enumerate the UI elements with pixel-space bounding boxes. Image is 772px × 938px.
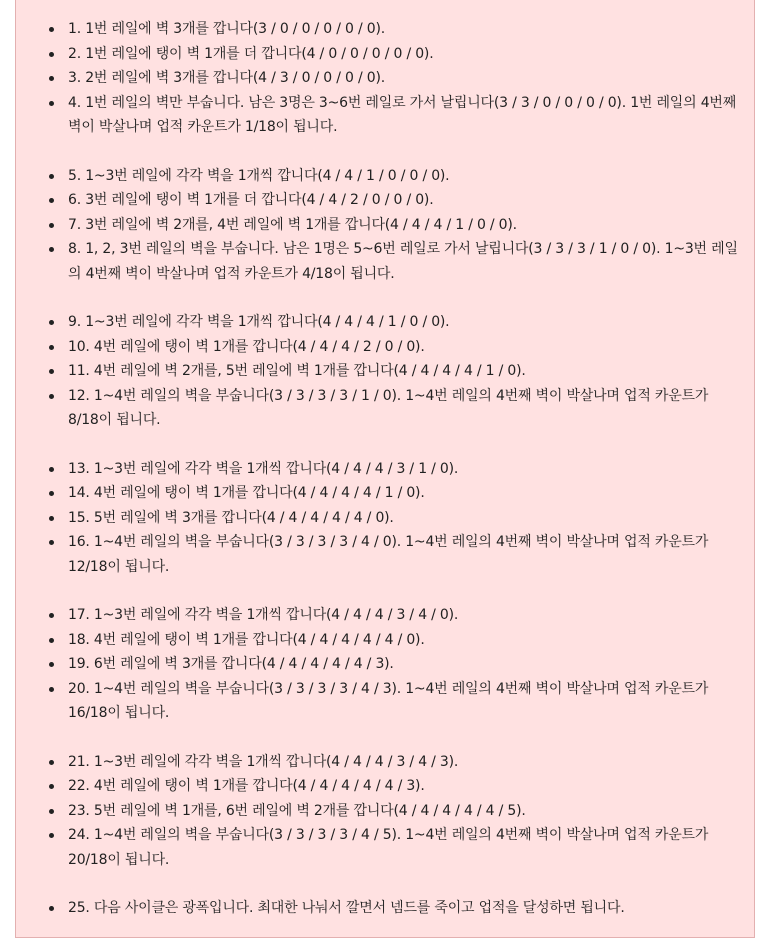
list-item: 18. 4번 레일에 탱이 벽 1개를 깝니다(4 / 4 / 4 / 4 / 4 / 0). bbox=[16, 628, 754, 653]
list-item: 19. 6번 레일에 벽 3개를 깝니다(4 / 4 / 4 / 4 / 4 / 3). bbox=[16, 652, 754, 677]
list-item: 10. 4번 레일에 탱이 벽 1개를 깝니다(4 / 4 / 4 / 2 / 0 / 0). bbox=[16, 335, 754, 360]
list-item: 13. 1~3번 레일에 각각 벽을 1개씩 깝니다(4 / 4 / 4 / 3 / 1 / 0). bbox=[16, 457, 754, 482]
step-group-3 bbox=[16, 310, 754, 433]
step-group-7 bbox=[16, 896, 754, 921]
list-item: 20. 1~4번 레일의 벽을 부숩니다(3 / 3 / 3 / 3 / 4 / 3). 1~4번 레일의 4번째 벽이 박살나며 업적 카운트가 16/18이 됩니다. bbox=[16, 677, 754, 726]
list-item: 17. 1~3번 레일에 각각 벽을 1개씩 깝니다(4 / 4 / 4 / 3 / 4 / 0). bbox=[16, 603, 754, 628]
list-item: 22. 4번 레일에 탱이 벽 1개를 깝니다(4 / 4 / 4 / 4 / 4 / 3). bbox=[16, 774, 754, 799]
list-item: 16. 1~4번 레일의 벽을 부숩니다(3 / 3 / 3 / 3 / 4 / 0). 1~4번 레일의 4번째 벽이 박살나며 업적 카운트가 12/18이 됩니다. bbox=[16, 530, 754, 579]
list-item: 2. 1번 레일에 탱이 벽 1개를 더 깝니다(4 / 0 / 0 / 0 / 0 / 0). bbox=[16, 42, 754, 67]
list-item: 7. 3번 레일에 벽 2개를, 4번 레일에 벽 1개를 깝니다(4 / 4 / 4 / 1 / 0 / 0). bbox=[16, 213, 754, 238]
step-group-5 bbox=[16, 603, 754, 726]
list-item: 23. 5번 레일에 벽 1개를, 6번 레일에 벽 2개를 깝니다(4 / 4 / 4 / 4 / 4 / 5). bbox=[16, 799, 754, 824]
list-item: 1. 1번 레일에 벽 3개를 깝니다(3 / 0 / 0 / 0 / 0 / 0). bbox=[16, 17, 754, 42]
list-item: 3. 2번 레일에 벽 3개를 깝니다(4 / 3 / 0 / 0 / 0 / 0). bbox=[16, 66, 754, 91]
list-item: 6. 3번 레일에 탱이 벽 1개를 더 깝니다(4 / 4 / 2 / 0 / 0 / 0). bbox=[16, 188, 754, 213]
content-panel bbox=[15, 0, 755, 938]
list-item: 25. 다음 사이클은 광폭입니다. 최대한 나눠서 깔면서 넴드를 죽이고 업적을 달성하면 됩니다. bbox=[16, 896, 754, 921]
step-group-4 bbox=[16, 457, 754, 580]
list-item: 11. 4번 레일에 벽 2개를, 5번 레일에 벽 1개를 깝니다(4 / 4 / 4 / 4 / 1 / 0). bbox=[16, 359, 754, 384]
list-item: 14. 4번 레일에 탱이 벽 1개를 깝니다(4 / 4 / 4 / 4 / 1 / 0). bbox=[16, 481, 754, 506]
list-item: 5. 1~3번 레일에 각각 벽을 1개씩 깝니다(4 / 4 / 1 / 0 / 0 / 0). bbox=[16, 164, 754, 189]
list-item: 4. 1번 레일의 벽만 부숩니다. 남은 3명은 3~6번 레일로 가서 날립니다(3 / 3 / 0 / 0 / 0 / 0). 1번 레일의 4번째 벽이 박살나며 업적 카운트가 1/18이 됩니다. bbox=[16, 91, 754, 140]
list-item: 12. 1~4번 레일의 벽을 부숩니다(3 / 3 / 3 / 3 / 1 / 0). 1~4번 레일의 4번째 벽이 박살나며 업적 카운트가 8/18이 됩니다. bbox=[16, 384, 754, 433]
step-group-6 bbox=[16, 750, 754, 873]
list-item: 9. 1~3번 레일에 각각 벽을 1개씩 깝니다(4 / 4 / 4 / 1 / 0 / 0). bbox=[16, 310, 754, 335]
list-item: 8. 1, 2, 3번 레일의 벽을 부숩니다. 남은 1명은 5~6번 레일로 가서 날립니다(3 / 3 / 3 / 1 / 0 / 0). 1~3번 레일의 4번째 벽이 박살나며 업적 카운트가 4/18이 됩니다. bbox=[16, 237, 754, 286]
list-item: 21. 1~3번 레일에 각각 벽을 1개씩 깝니다(4 / 4 / 4 / 3 / 4 / 3). bbox=[16, 750, 754, 775]
step-group-1 bbox=[16, 17, 754, 140]
list-item: 24. 1~4번 레일의 벽을 부숩니다(3 / 3 / 3 / 3 / 4 / 5). 1~4번 레일의 4번째 벽이 박살나며 업적 카운트가 20/18이 됩니다. bbox=[16, 823, 754, 872]
list-item: 15. 5번 레일에 벽 3개를 깝니다(4 / 4 / 4 / 4 / 4 / 0). bbox=[16, 506, 754, 531]
step-group-2 bbox=[16, 164, 754, 287]
